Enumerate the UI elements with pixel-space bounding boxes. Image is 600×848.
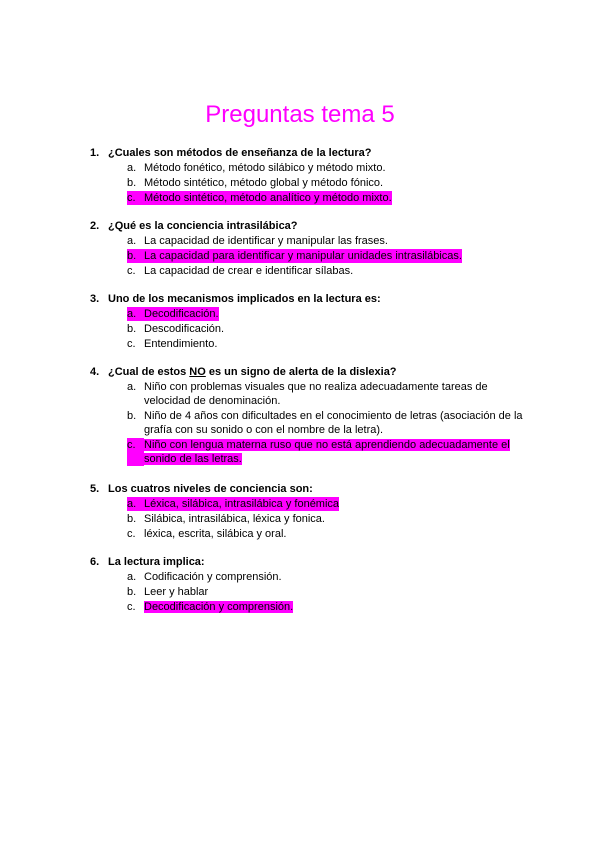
option-letter: c. [127, 265, 136, 277]
option-text: Niño con lengua materna ruso que no está aprendiendo adecuadamente el sonido de las letras. [144, 439, 510, 465]
option-text: Decodificación y comprensión. [144, 601, 294, 613]
option-item-highlighted [127, 497, 530, 511]
option-item-highlighted [127, 191, 530, 205]
option-text: Descodificación. [144, 323, 225, 335]
option-item [127, 161, 530, 175]
question-6 [90, 555, 530, 615]
question-text: La lectura implica: [108, 556, 205, 568]
option-text: Silábica, intrasilábica, léxica y fonica. [144, 513, 325, 525]
option-list [127, 307, 530, 351]
option-text: Codificación y comprensión. [144, 571, 282, 583]
option-letter: b. [127, 177, 137, 189]
option-text: Léxica, silábica, intrasilábica y fonémica [144, 498, 340, 510]
option-letter: c. [127, 192, 136, 204]
option-letter: c. [127, 601, 136, 613]
question-5 [90, 482, 530, 542]
option-letter: a. [127, 162, 137, 174]
option-text: Decodificación. [144, 308, 219, 320]
question-number: 6. [90, 556, 100, 568]
question-4 [90, 365, 530, 467]
question-text: ¿Cuales son métodos de enseñanza de la lectura? [108, 147, 372, 159]
option-letter: b. [127, 323, 137, 335]
option-text: Niño de 4 años con dificultades en el conocimiento de letras (asociación de la grafía con su sonido o con el nombre de la letra). [144, 410, 523, 436]
option-item [127, 527, 530, 541]
option-letter: a. [127, 571, 137, 583]
option-letter: a. [127, 381, 137, 393]
option-item [127, 234, 530, 248]
option-item [127, 322, 530, 336]
option-item-highlighted [127, 438, 530, 466]
option-item [127, 409, 530, 437]
option-text: La capacidad para identificar y manipular unidades intrasilábicas. [144, 250, 462, 262]
question-number: 4. [90, 366, 100, 378]
option-text: Método sintético, método global y método fónico. [144, 177, 384, 189]
question-text: ¿Qué es la conciencia intrasilábica? [108, 220, 298, 232]
option-letter: a. [127, 498, 137, 510]
option-list [127, 497, 530, 541]
question-number: 5. [90, 483, 100, 495]
question-3 [90, 292, 530, 352]
option-text: Método sintético, método analítico y método mixto. [144, 192, 392, 204]
option-letter: c. [127, 528, 136, 540]
option-letter: b. [127, 250, 137, 262]
page-title: Preguntas tema 5 [205, 101, 395, 128]
question-number: 2. [90, 220, 100, 232]
option-list [127, 234, 530, 278]
question-number: 3. [90, 293, 100, 305]
question-1 [90, 146, 530, 206]
option-letter: a. [127, 235, 137, 247]
option-item [127, 380, 530, 408]
option-list [127, 570, 530, 614]
option-letter: b. [127, 513, 137, 525]
question-text: Uno de los mecanismos implicados en la lectura es: [108, 293, 381, 305]
option-item [127, 176, 530, 190]
option-text: La capacidad de crear e identificar sílabas. [144, 265, 354, 277]
option-letter: b. [127, 410, 137, 422]
option-list [127, 380, 530, 466]
option-item [127, 600, 530, 614]
option-item [127, 512, 530, 526]
option-letter: b. [127, 586, 137, 598]
option-text: Método fonético, método silábico y método mixto. [144, 162, 386, 174]
option-text: La capacidad de identificar y manipular las frases. [144, 235, 388, 247]
option-text: Entendimiento. [144, 338, 218, 350]
option-item [127, 264, 530, 278]
option-text: Niño con problemas visuales que no realiza adecuadamente tareas de velocidad de denominación. [144, 381, 488, 407]
option-item-highlighted [127, 249, 530, 263]
option-item-highlighted [127, 307, 530, 321]
option-letter: a. [127, 308, 137, 320]
option-letter: c. [127, 338, 136, 350]
option-letter: c. [127, 438, 144, 466]
option-item [127, 570, 530, 584]
option-list [127, 161, 530, 205]
question-text: ¿Cual de estos NO es un signo de alerta de la dislexia? [108, 366, 397, 378]
option-text: léxica, escrita, silábica y oral. [144, 528, 287, 540]
option-text: Leer y hablar [144, 586, 209, 598]
option-item [127, 585, 530, 599]
question-text: Los cuatros niveles de conciencia son: [108, 483, 313, 495]
emphasis-no: NO [189, 366, 206, 378]
question-2 [90, 219, 530, 279]
option-item [127, 337, 530, 351]
question-number: 1. [90, 147, 100, 159]
